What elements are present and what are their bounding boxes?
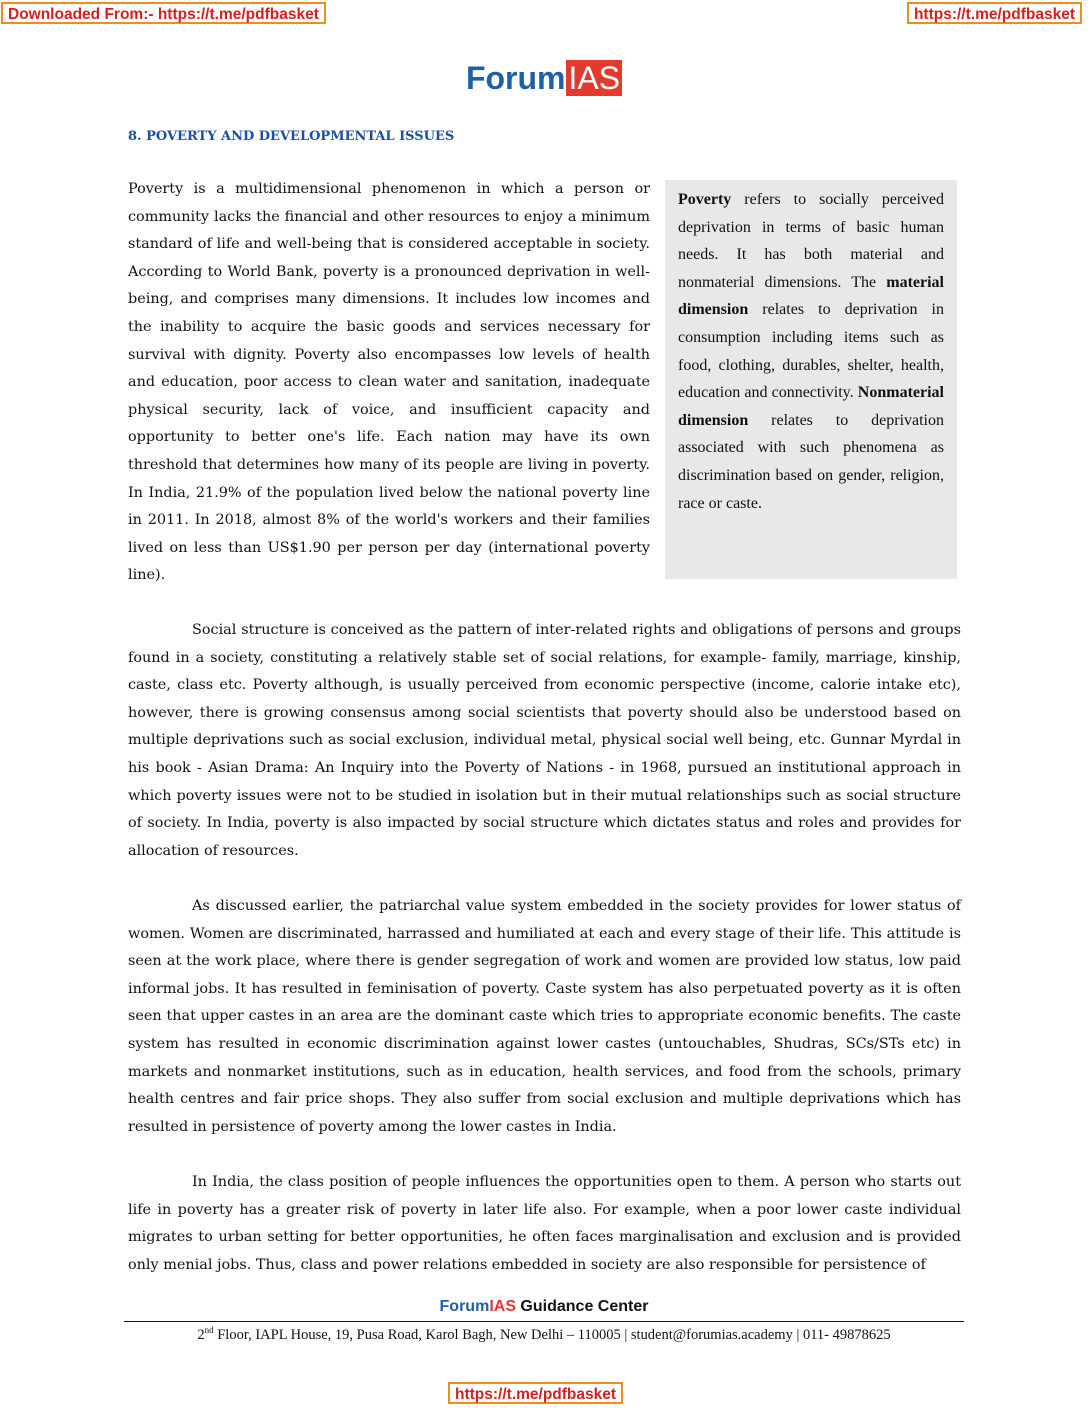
logo-ias-text: IAS (568, 60, 621, 96)
section-heading: 8. POVERTY AND DEVELOPMENTAL ISSUES (128, 129, 455, 144)
telegram-link-top[interactable]: https://t.me/pdfbasket (907, 2, 1082, 24)
definition-text-2: relates to deprivation in consumption including items such as food, clothing, durables, shelter, health, education and connectivity. (678, 301, 944, 402)
telegram-link-bottom[interactable]: https://t.me/pdfbasket (448, 1382, 623, 1404)
intro-paragraph: Poverty is a multidimensional phenomenon in which a person or community lacks the financial and other resources to enjoy a minimum standard of life and well-being that is considered acceptable in society. According to World Bank, poverty is a pronounced deprivation in well-being, and comprises many dimensions. It includes low incomes and the inability to acquire the basic goods and services necessary for survival with dignity. Poverty also encompasses low levels of health and education, poor access to clean water and sanitation, inadequate physical security, lack of voice, and insufficient capacity and opportunity to better one's life. Each nation may have its own threshold that determines how many of its people are living in poverty. In India, 21.9% of the population lived below the national poverty line in 2011. In 2018, almost 8% of the world's workers and their families lived on less than US$1.90 per person per day (international poverty line). (128, 181, 650, 584)
term-poverty: Poverty (678, 191, 732, 208)
term-nonmaterial-dimension: Nonmaterial dimension (678, 384, 944, 429)
footer-address (0, 1325, 1088, 1344)
footer-title (0, 1298, 1088, 1316)
footer-guidance-text: Guidance Center (515, 1298, 649, 1315)
forumias-logo (0, 58, 1088, 98)
footer-address-text: Floor, IAPL House, 19, Pusa Road, Karol Bagh, New Delhi – 110005 | student@forumias.academy | 011- 49878625 (213, 1326, 891, 1343)
term-material-dimension: material dimension (678, 273, 944, 319)
definition-text-3: relates to deprivation associated with such phenomena as discrimination based on gender, religion, race or caste. (678, 411, 944, 512)
definition-text-1: refers to socially perceived deprivation in terms of basic human needs. It has both material and nonmaterial dimensions. The (678, 191, 944, 291)
definition-text (678, 186, 944, 517)
logo-forum-text: Forum (465, 60, 566, 96)
paragraph-patriarchy-caste: As discussed earlier, the patriarchal value system embedded in the society provides for lower status of women. Women are discriminated, harrassed and humiliated at each and every stage of their life. This attitude is seen at the work place, where there is gender segregation of work and women are provided low status, low paid informal jobs. It has resulted in feminisation of poverty. Caste system has also perpetuated poverty as it is often seen that upper castes in an area are the dominant caste which tries to appropriate economic benefits. The caste system has resulted in economic discrimination against lower castes (untouchables, Shudras, SCs/STs etc) in markets and nonmarket institutions, such as in education, health services, and food from the schools, primary health centres and fair price shops. They also suffer from social exclusion and multiple deprivations which has resulted in persistence of poverty among the lower castes in India. (128, 898, 961, 1135)
paragraph-class-position: In India, the class position of people influences the opportunities open to them. A person who starts out life in poverty has a greater risk of poverty in later life also. For example, when a poor lower caste individual migrates to urban setting for better opportunities, he often faces marginalisation and exclusion and is provided only menial jobs. Thus, class and power relations embedded in society are also responsible for persistence of (128, 1174, 961, 1273)
footer-forum-text: Forum (439, 1298, 490, 1315)
definition-box (665, 180, 957, 579)
footer-ias-text: IAS (489, 1298, 516, 1315)
paragraph-social-structure: Social structure is conceived as the pattern of inter-related rights and obligations of persons and groups found in a society, constituting a relatively stable set of social relations, for example- family, marriage, kinship, caste, class etc. Poverty although, is usually perceived from economic perspective (income, calorie intake etc), however, there is growing consensus among social scientists that poverty should also be understood based on multiple deprivations such as social exclusion, individual metal, physical social well being, etc. Gunnar Myrdal in his book - Asian Drama: An Inquiry into the Poverty of Nations - in 1968, pursued an institutional approach in which poverty issues were not to be studied in isolation but in their mutual relationships such as social structure of society. In India, poverty is also impacted by social structure which dictates status and roles and provides for allocation of resources. (128, 622, 961, 859)
footer-floor-suffix: nd (204, 1325, 214, 1335)
download-source-link[interactable]: Downloaded From:- https://t.me/pdfbasket (1, 2, 326, 24)
footer-floor-number: 2 (197, 1326, 205, 1343)
footer-divider (124, 1321, 964, 1322)
